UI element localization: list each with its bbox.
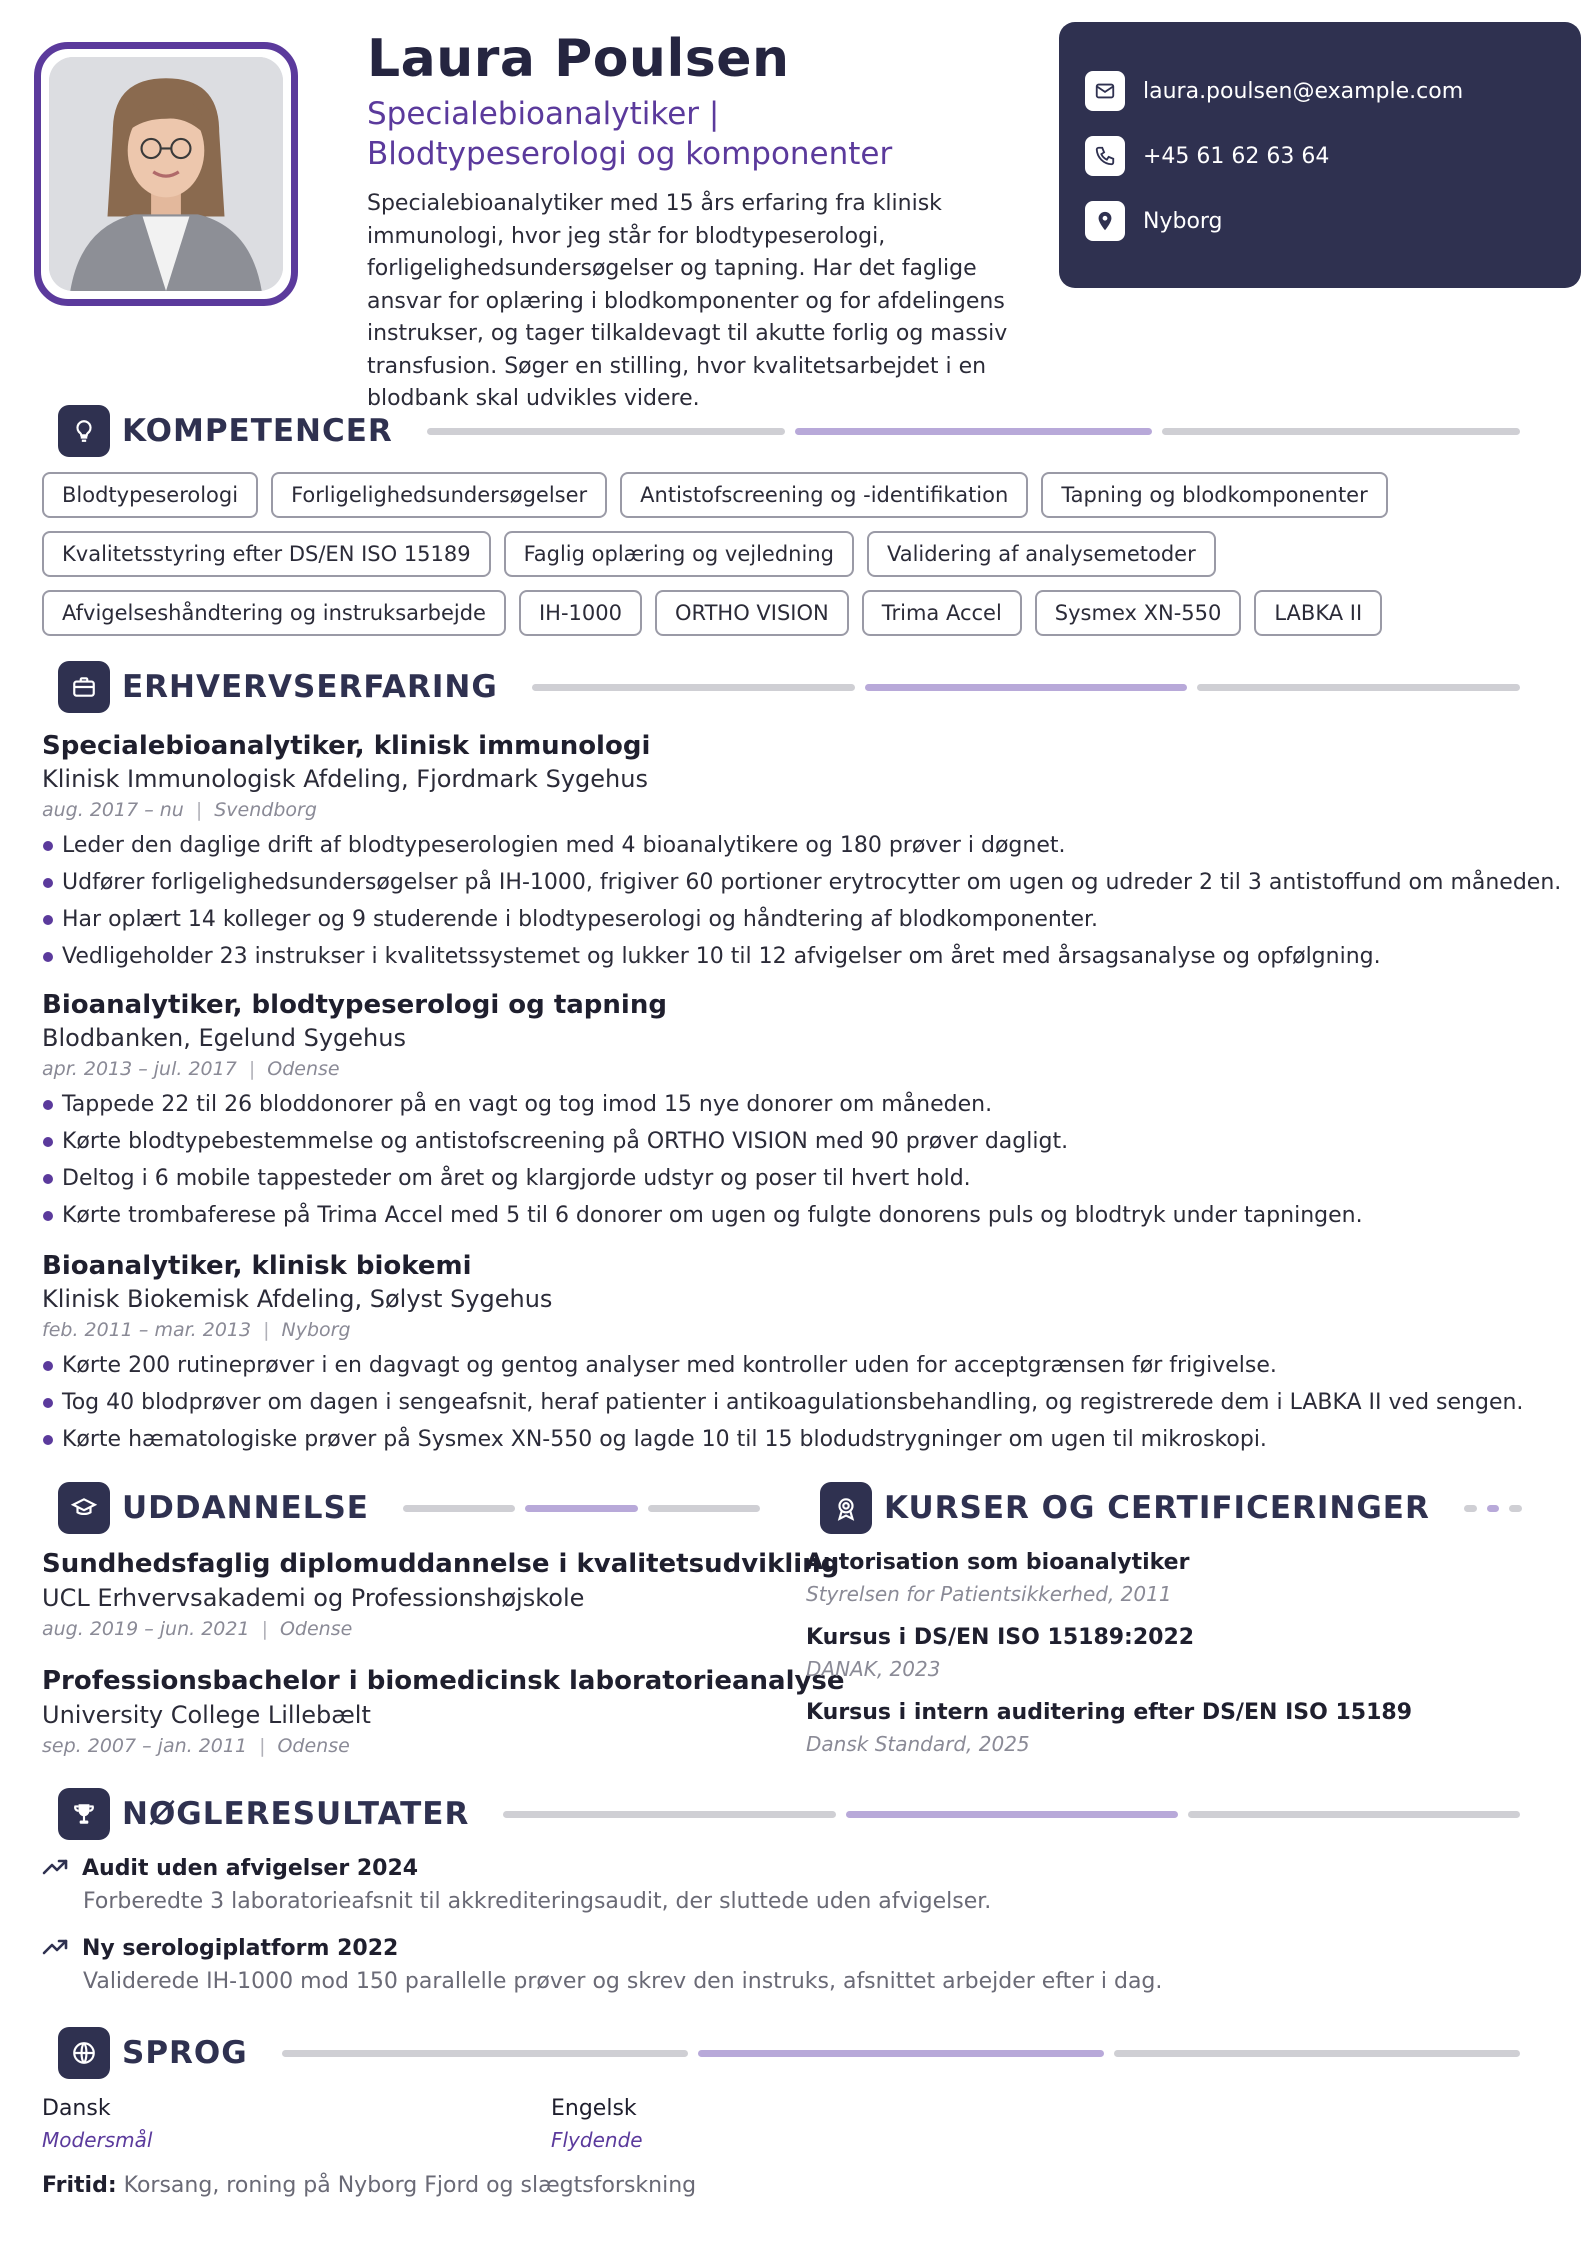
skill-chip: Kvalitetsstyring efter DS/EN ISO 15189 — [42, 531, 491, 577]
mail-icon — [1085, 71, 1125, 111]
school-name: University College Lillebælt — [42, 1701, 371, 1729]
hobbies-text: Korsang, roning på Nyborg Fjord og slægtsforskning — [123, 2173, 697, 2198]
skill-chip: Validering af analysemetoder — [867, 531, 1216, 577]
section-title: NØGLERESULTATER — [122, 1796, 470, 1832]
section-languages-heading — [58, 2027, 1520, 2079]
job-dates: feb. 2011 – mar. 2013 — [42, 1319, 252, 1341]
contact-card — [1059, 22, 1581, 288]
job-bullet: Kørte 200 rutineprøver i en dagvagt og gentog analyser med kontroller uden for acceptgrænsen før frigivelse. — [42, 1347, 1542, 1384]
trending-up-icon — [42, 1937, 68, 1961]
job-title: Bioanalytiker, blodtypeserologi og tapning — [42, 990, 667, 1020]
job-meta: feb. 2011 – mar. 2013 | Nyborg — [42, 1319, 351, 1341]
job-entry — [42, 1250, 1542, 1458]
school-name: UCL Erhvervsakademi og Professionshøjskole — [42, 1584, 585, 1612]
trophy-icon — [58, 1788, 110, 1840]
section-title: KOMPETENCER — [122, 413, 393, 449]
achievement-title: Ny serologiplatform 2022 — [82, 1936, 399, 1961]
job-bullet: Kørte trombaferese på Trima Accel med 5 til 6 donorer om ugen og fulgte donorens puls og blodtryk under tapningen. — [42, 1197, 1542, 1234]
section-achievements-heading — [58, 1788, 1520, 1840]
contact-location — [1085, 198, 1581, 244]
course-title: Autorisation som bioanalytiker — [806, 1550, 1190, 1575]
section-title: UDDANNELSE — [122, 1490, 369, 1526]
job-meta: aug. 2017 – nu | Svendborg — [42, 799, 317, 821]
language-item — [42, 2093, 442, 2155]
skill-chip: IH-1000 — [519, 590, 642, 636]
job-employer: Klinisk Immunologisk Afdeling, Fjordmark Sygehus — [42, 765, 648, 793]
hobbies-label: Fritid: — [42, 2173, 117, 2198]
job-bullet: Kørte hæmatologiske prøver på Sysmex XN-550 og lagde 10 til 15 blodudstrygninger om ugen til mikroskopi. — [42, 1421, 1542, 1458]
job-dates: aug. 2017 – nu — [42, 799, 184, 821]
email-text: laura.poulsen@example.com — [1143, 78, 1464, 104]
education-meta: aug. 2019 – jun. 2021 | Odense — [42, 1618, 353, 1640]
location-text: Nyborg — [1143, 208, 1223, 234]
job-employer: Klinisk Biokemisk Afdeling, Sølyst Sygehus — [42, 1285, 553, 1313]
education-entry — [42, 1664, 845, 1760]
achievement-description: Forberedte 3 laboratorieafsnit til akkrediteringsaudit, der sluttede uden afvigelser. — [83, 1889, 992, 1914]
phone-text: +45 61 62 63 64 — [1143, 143, 1330, 169]
job-bullet: Tog 40 blodprøver om dagen i sengeafsnit, heraf patienter i antikoagulationsbehandling, og registrerede dem i LABKA II ved sengen. — [42, 1384, 1542, 1421]
job-bullet: Deltog i 6 mobile tappesteder om året og klargjorde udstyr og poser til hvert hold. — [42, 1160, 1542, 1197]
job-entry — [42, 730, 1562, 975]
degree-title: Sundhedsfaglig diplomuddannelse i kvalitetsudvikling — [42, 1549, 840, 1579]
achievement-item — [42, 1853, 1542, 1919]
lightbulb-icon — [58, 405, 110, 457]
globe-icon — [58, 2027, 110, 2079]
section-courses-heading — [820, 1482, 1522, 1534]
candidate-title: Specialebioanalytiker | Blodtypeserologi og komponenter — [367, 96, 893, 172]
achievement-title: Audit uden afvigelser 2024 — [82, 1856, 419, 1881]
section-divider — [532, 684, 1520, 691]
education-entry — [42, 1547, 840, 1643]
education-dates: aug. 2019 – jun. 2021 — [42, 1618, 250, 1640]
job-location: Svendborg — [214, 799, 317, 821]
job-bullet: Udfører forligelighedsundersøgelser på IH-1000, frigiver 60 portioner erytrocytter om ugen og udreder 2 til 3 antistoffund om måneden. — [42, 864, 1542, 901]
job-bullet: Kørte blodtypebestemmelse og antistofscreening på ORTHO VISION med 90 prøver dagligt. — [42, 1123, 1542, 1160]
education-meta: sep. 2007 – jan. 2011 | Odense — [42, 1735, 350, 1757]
job-entry — [42, 989, 1542, 1234]
phone-icon — [1085, 136, 1125, 176]
section-divider — [282, 2050, 1520, 2057]
course-entry — [806, 1622, 1546, 1684]
section-title: KURSER OG CERTIFICERINGER — [884, 1490, 1430, 1526]
job-bullet: Leder den daglige drift af blodtypeserologien med 4 bioanalytikere og 180 prøver i døgnet. — [42, 827, 1542, 864]
briefcase-icon — [58, 661, 110, 713]
skill-chip: Faglig oplæring og vejledning — [504, 531, 854, 577]
job-bullets — [42, 827, 1562, 975]
graduation-cap-icon — [58, 1482, 110, 1534]
language-level: Modersmål — [42, 2128, 153, 2152]
section-experience-heading — [58, 661, 1520, 713]
section-divider — [1464, 1505, 1522, 1512]
section-education-heading — [58, 1482, 760, 1534]
course-provider: Dansk Standard, 2025 — [806, 1732, 1030, 1756]
education-location: Odense — [279, 1618, 353, 1640]
education-location: Odense — [277, 1735, 350, 1757]
section-title: SPROG — [122, 2035, 248, 2071]
job-bullet: Tappede 22 til 26 bloddonorer på en vagt og tog imod 15 nye donorer om måneden. — [42, 1086, 1542, 1123]
skill-chip: Blodtypeserologi — [42, 472, 258, 518]
course-provider: DANAK, 2023 — [806, 1657, 941, 1681]
language-name: Dansk — [42, 2096, 111, 2121]
skill-chip: Sysmex XN-550 — [1035, 590, 1242, 636]
course-title: Kursus i intern auditering efter DS/EN ISO 15189 — [806, 1700, 1412, 1725]
achievement-item — [42, 1933, 1542, 1999]
language-name: Engelsk — [551, 2096, 637, 2121]
skill-chip: Tapning og blodkomponenter — [1041, 472, 1387, 518]
skill-chip: Forligelighedsundersøgelser — [271, 472, 607, 518]
skill-chip: Afvigelseshåndtering og instruksarbejde — [42, 590, 506, 636]
job-location: Odense — [267, 1058, 340, 1080]
location-pin-icon — [1085, 201, 1125, 241]
skills-list — [42, 472, 1542, 649]
job-employer: Blodbanken, Egelund Sygehus — [42, 1024, 406, 1052]
skill-chip: Trima Accel — [862, 590, 1022, 636]
job-bullet: Vedligeholder 23 instrukser i kvalitetssystemet og lukker 10 til 12 afvigelser om året med årsagsanalyse og opfølgning. — [42, 938, 1542, 975]
job-meta: apr. 2013 – jul. 2017 | Odense — [42, 1058, 340, 1080]
section-skills-heading — [58, 405, 1520, 457]
skill-chip: LABKA II — [1254, 590, 1382, 636]
language-level: Flydende — [551, 2128, 643, 2152]
trending-up-icon — [42, 1857, 68, 1881]
profile-photo — [49, 57, 283, 291]
job-location: Nyborg — [281, 1319, 351, 1341]
contact-email[interactable] — [1085, 68, 1581, 114]
education-dates: sep. 2007 – jan. 2011 — [42, 1735, 248, 1757]
profile-photo-frame — [34, 42, 298, 306]
hobbies — [42, 2173, 696, 2198]
course-title: Kursus i DS/EN ISO 15189:2022 — [806, 1625, 1195, 1650]
course-entry — [806, 1547, 1546, 1609]
section-divider — [427, 428, 1520, 435]
profile-summary: Specialebioanalytiker med 15 års erfaring fra klinisk immunologi, hvor jeg står for blodtypeserologi, forligelighedsundersøgelser og tapning. Har det faglige ansvar for oplæring i blodkomponenter og for afdelingens instrukser, og tager tilkaldevagt til akutte forlig og massiv transfusion. Søger en stilling, hvor kvalitetsarbejdet i en blodbank skal udvikles videre. — [367, 191, 1008, 411]
job-bullet: Har oplært 14 kolleger og 9 studerende i blodtypeserologi og håndtering af blodkomponenter. — [42, 901, 1542, 938]
header — [367, 26, 1057, 416]
section-divider — [403, 1505, 760, 1512]
job-bullets — [42, 1347, 1542, 1458]
job-dates: apr. 2013 – jul. 2017 — [42, 1058, 237, 1080]
skill-chip: Antistofscreening og -identifikation — [620, 472, 1028, 518]
contact-phone[interactable] — [1085, 133, 1581, 179]
award-badge-icon — [820, 1482, 872, 1534]
course-provider: Styrelsen for Patientsikkerhed, 2011 — [806, 1582, 1172, 1606]
degree-title: Professionsbachelor i biomedicinsk laboratorieanalyse — [42, 1666, 845, 1696]
skill-chip: ORTHO VISION — [655, 590, 849, 636]
job-bullets — [42, 1086, 1542, 1234]
achievement-description: Validerede IH-1000 mod 150 parallelle prøver og skrev den instruks, afsnittet arbejder efter i dag. — [83, 1969, 1163, 1994]
language-item — [551, 2093, 951, 2155]
section-divider — [503, 1811, 1520, 1818]
section-title: ERHVERVSERFARING — [122, 669, 498, 705]
candidate-name: Laura Poulsen — [367, 29, 790, 89]
course-entry — [806, 1697, 1546, 1759]
job-title: Specialebioanalytiker, klinisk immunologi — [42, 731, 651, 761]
job-title: Bioanalytiker, klinisk biokemi — [42, 1251, 472, 1281]
